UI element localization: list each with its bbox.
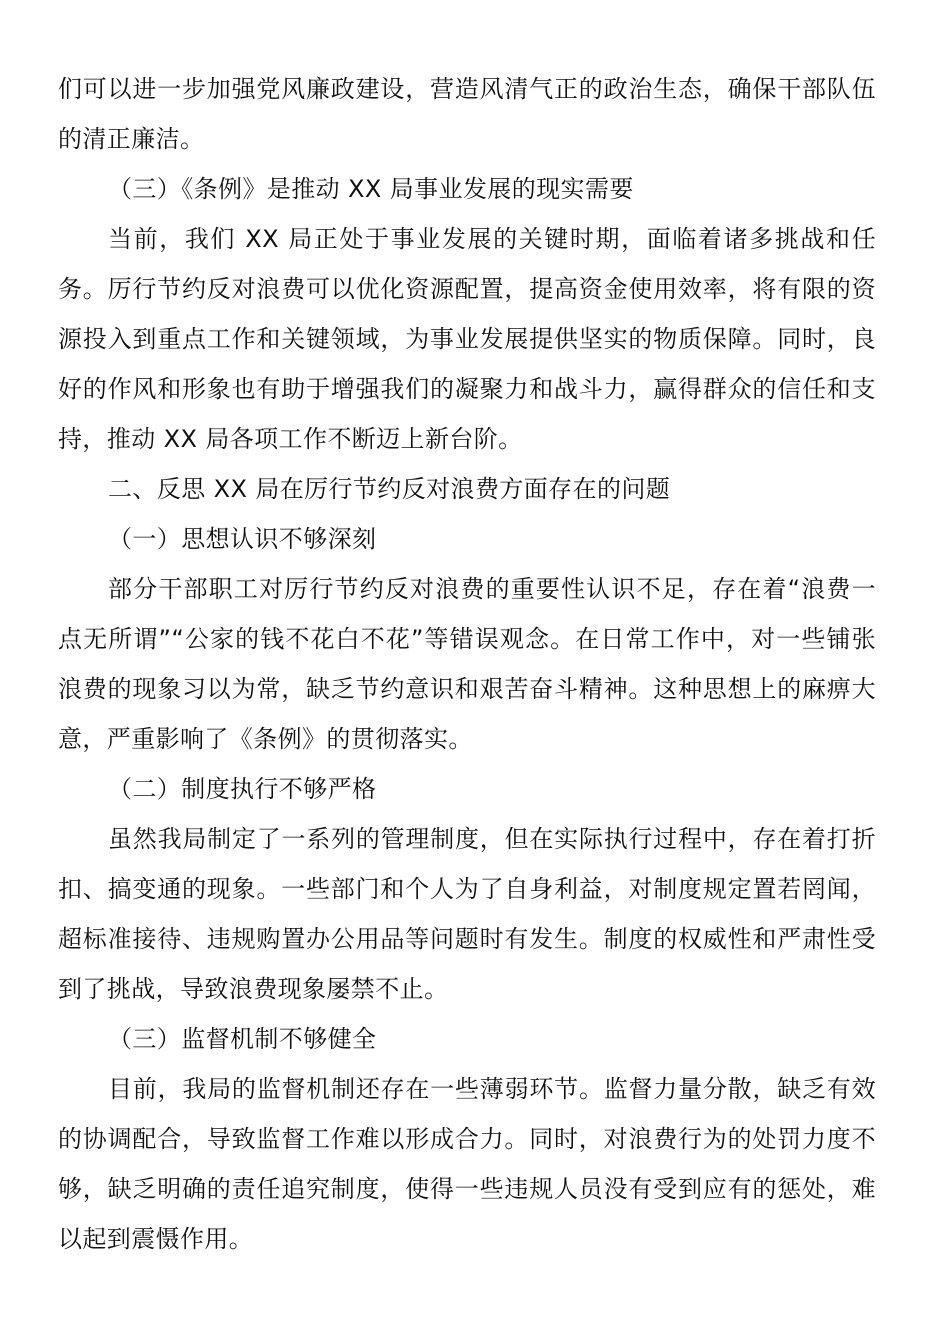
subheading-1: （一）思想认识不够深刻 <box>108 525 377 553</box>
paragraph-continuation: 们可以进一步加强党风廉政建设，营造风清气正的政治生态，确保干部队伍的清正廉洁。 <box>58 75 876 153</box>
subheading-3b: （三）监督机制不够健全 <box>108 1025 377 1053</box>
paragraph: 目前，我局的监督机制还存在一些薄弱环节。监督力量分散，缺乏有效的协调配合，导致监督工作难以形成合力。同时，对浪费行为的处罚力度不够，缺乏明确的责任追究制度，使得一些违规人员没有受到应有的惩处，难以起到震慑作用。 <box>58 1075 876 1253</box>
subheading-2: （二）制度执行不够严格 <box>108 775 377 803</box>
subheading-3: （三）《条例》是推动 XX 局事业发展的现实需要 <box>108 175 634 203</box>
section-heading-2: 二、反思 XX 局在厉行节约反对浪费方面存在的问题 <box>108 475 671 503</box>
paragraph: 当前，我们 XX 局正处于事业发展的关键时期，面临着诸多挑战和任务。厉行节约反对浪费可以优化资源配置，提高资金使用效率，将有限的资源投入到重点工作和关键领域，为事业发展提供坚实的物质保障。同时，良好的作风和形象也有助于增强我们的凝聚力和战斗力，赢得群众的信任和支持，推动 XX 局各项工作不断迈上新台阶。 <box>58 225 876 453</box>
paragraph: 虽然我局制定了一系列的管理制度，但在实际执行过程中，存在着打折扣、搞变通的现象。一些部门和个人为了自身利益，对制度规定置若罔闻，超标准接待、违规购置办公用品等问题时有发生。制度的权威性和严肃性受到了挑战，导致浪费现象屡禁不止。 <box>58 825 876 1003</box>
paragraph: 部分干部职工对厉行节约反对浪费的重要性认识不足，存在着“浪费一点无所谓”“公家的钱不花白不花”等错误观念。在日常工作中，对一些铺张浪费的现象习以为常，缺乏节约意识和艰苦奋斗精神。这种思想上的麻痹大意，严重影响了《条例》的贯彻落实。 <box>58 575 876 753</box>
document-body <box>58 64 876 1264</box>
